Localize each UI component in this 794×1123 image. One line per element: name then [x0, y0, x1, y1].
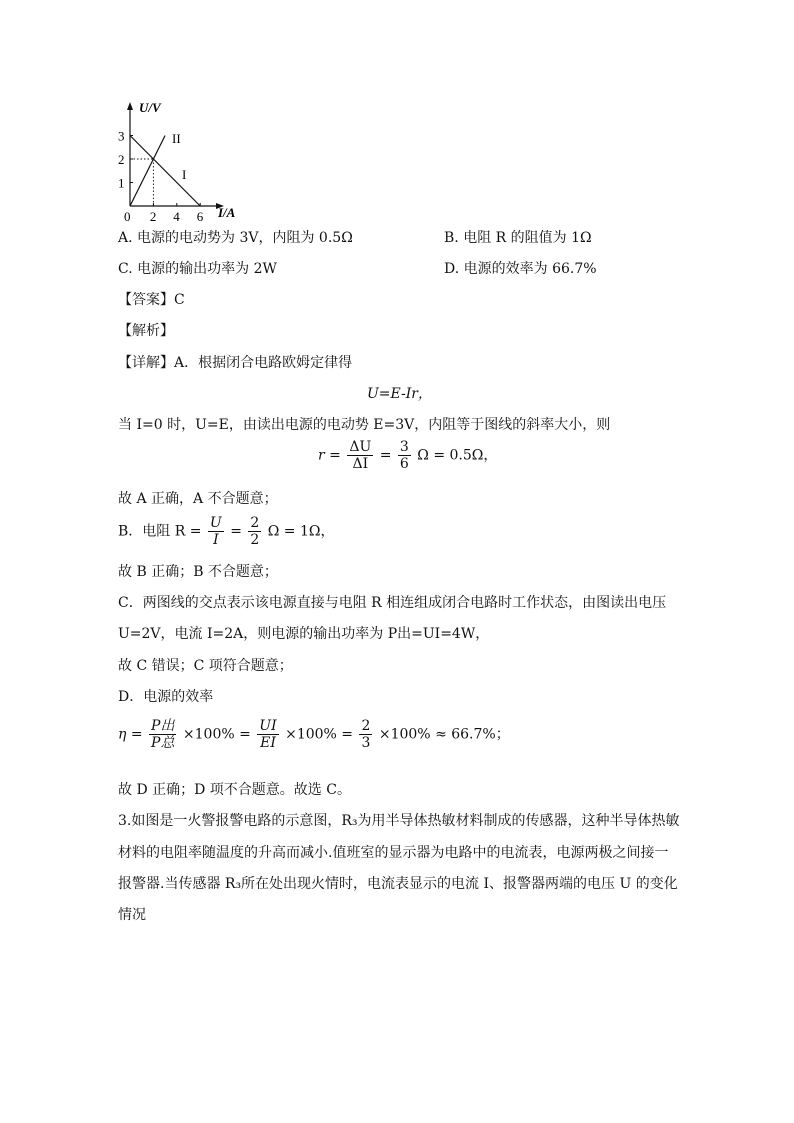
y-tick-label-3: 3: [118, 128, 125, 144]
answer: 【答案】C: [118, 292, 185, 308]
graph-ticks: [118, 129, 204, 223]
equation-b: B．电阻 R = $\frac{U}{I}$ = $\frac{2}{2}$ Ω = 1Ω，: [118, 515, 335, 548]
eq-r-den1: ΔI: [352, 456, 369, 472]
eq-eta-num3: 2: [361, 718, 371, 734]
eq-eta-den1: P总: [151, 735, 175, 751]
x-tick-label-0: 0: [124, 209, 131, 222]
series-line-i: [130, 136, 200, 207]
eq-eta-den3: 3: [361, 735, 371, 751]
detail-d-intro: D．电源的效率: [118, 689, 214, 705]
y-tick-label-1: 1: [118, 175, 125, 191]
equation-eta: [118, 718, 510, 751]
detail-b-conclusion: 故 B 正确；B 不合题意；: [118, 564, 278, 580]
detail-c-line2: U=2V，电流 I=2A，则电源的输出功率为 P出=UI=4W，: [118, 626, 490, 642]
x-tick-label-4: 4: [173, 209, 180, 222]
line-label-ii: II: [172, 131, 181, 146]
eq-eta-mid1: ×100% =: [182, 726, 251, 743]
eq-eta-mid2: ×100% =: [285, 726, 354, 743]
eq-b-num2: 2: [250, 515, 260, 531]
eq-r-num2: 3: [399, 439, 409, 455]
x-axis-label: I/A: [218, 205, 236, 220]
graph-series: [130, 136, 200, 207]
detail-a-intro: 【详解】A．根据闭合电路欧姆定律得: [118, 355, 353, 371]
detail-d-conclusion: 故 D 正确；D 项不合题意。故选 C。: [118, 782, 351, 798]
eq-r-lhs: r =: [318, 447, 341, 464]
detail-when-line: 当 I=0 时，U=E，由读出电源的电动势 E=3V，内阻等于图线的斜率大小，则: [118, 417, 611, 433]
graph-axes: [127, 102, 224, 209]
question3-line3: 报警器.当传感器 R₃所在处出现火情时，电流表显示的电流 I、报警器两端的电压 U 的变化: [118, 876, 678, 892]
x-tick-label-2: 2: [149, 209, 157, 222]
x-tick-label-6: 6: [196, 209, 204, 222]
question3-line2: 材料的电阻率随温度的升高而减小.值班室的显示器为电路中的电流表，电源两极之间接一: [118, 845, 669, 861]
eq-b-prefix: B．电阻 R =: [118, 523, 202, 540]
eq-eta-num2: UI: [259, 718, 277, 734]
question3-line4: 情况: [118, 907, 146, 923]
eq-r-tail: Ω = 0.5Ω，: [417, 447, 498, 464]
analysis-heading: 【解析】: [118, 323, 174, 339]
option-c: C. 电源的输出功率为 2W: [118, 261, 277, 277]
eq-r-eq: =: [379, 447, 392, 464]
equation-r: [318, 439, 497, 472]
eq-r-den2: 6: [399, 456, 409, 472]
option-d: D. 电源的效率为 66.7%: [444, 261, 597, 277]
equation-1: U=E-Ir，: [367, 386, 432, 402]
eq-b-den1: I: [213, 532, 219, 548]
eq-eta-tail: ×100% ≈ 66.7%；: [378, 726, 510, 743]
option-b: B. 电阻 R 的阻值为 1Ω: [444, 230, 592, 246]
question3-line1: 3.如图是一火警报警电路的示意图，R₃为用半导体热敏材料制成的传感器，这种半导体热敏: [118, 813, 680, 829]
eq-r-num1: ΔU: [349, 439, 372, 455]
eq-b-tail: Ω = 1Ω，: [267, 523, 335, 540]
eq-b-den2: 2: [250, 532, 260, 548]
eq-eta-lhs: η =: [118, 726, 143, 743]
line-label-i: I: [182, 167, 187, 182]
detail-a-conclusion: 故 A 正确，A 不合题意；: [118, 491, 278, 507]
u-i-graph: [112, 96, 252, 222]
detail-c-conclusion: 故 C 错误；C 项符合题意；: [118, 658, 293, 674]
eq-b-num1: U: [209, 515, 222, 531]
eq-eta-den2: EI: [260, 735, 276, 751]
y-axis-label: U/V: [139, 100, 161, 115]
y-tick-label-2: 2: [118, 152, 125, 167]
series-line-ii: [130, 136, 165, 207]
detail-c-line1: C．两图线的交点表示该电源直接与电阻 R 相连组成闭合电路时工作状态，由图读出电压: [118, 595, 667, 611]
option-a: A. 电源的电动势为 3V，内阻为 0.5Ω: [118, 230, 353, 246]
y-axis-arrow: [127, 102, 133, 110]
eq-eta-num1: P出: [151, 718, 175, 734]
